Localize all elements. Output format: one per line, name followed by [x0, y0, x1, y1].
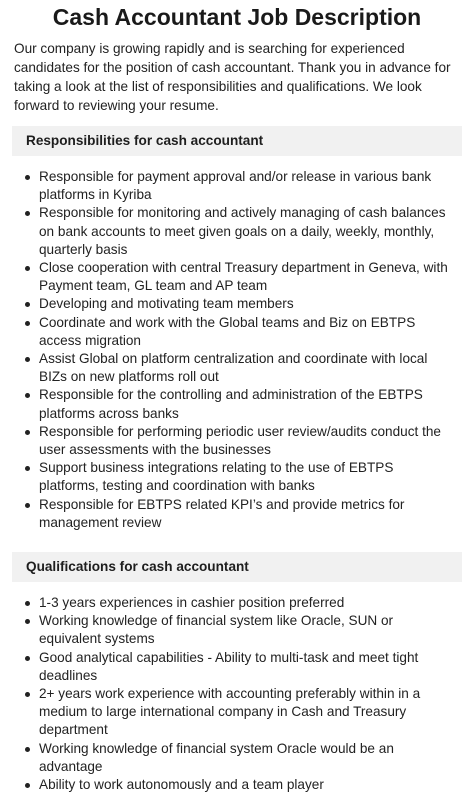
list-item-text: Responsible for the controlling and administration of the EBTPS platforms across banks	[39, 387, 423, 421]
list-item-text: Coordinate and work with the Global teams and Biz on EBTPS access migration	[39, 314, 416, 348]
list-item	[12, 496, 462, 532]
list-item	[12, 386, 462, 422]
list-item	[12, 776, 462, 794]
list-item-text: Good analytical capabilities - Ability to multi-task and meet tight deadlines	[39, 649, 419, 683]
bullet-icon	[25, 430, 30, 435]
list-item	[12, 459, 462, 495]
responsibilities-list	[12, 168, 462, 532]
list-item-text: Ability to work autonomously and a team player	[39, 777, 324, 793]
list-item-text: Assist Global on platform centralization and coordinate with local BIZs on new platforms roll out	[39, 351, 428, 385]
list-item-text: Responsible for performing periodic user review/audits conduct the user assessments with the businesses	[39, 423, 441, 458]
bullet-icon	[25, 357, 30, 362]
list-item	[12, 423, 462, 459]
list-item-text: Responsible for EBTPS related KPI’s and provide metrics for management review	[39, 496, 405, 530]
list-item	[12, 350, 462, 386]
bullet-icon	[25, 211, 30, 216]
list-item	[12, 168, 462, 204]
qualifications-list	[12, 594, 462, 794]
list-item-text: Working knowledge of financial system like Oracle, SUN or equivalent systems	[39, 613, 394, 647]
intro-paragraph: Our company is growing rapidly and is searching for experienced candidates for the position of cash accountant. Thank you in advance for taking a look at the list of responsibilities and qualifications. We look forward to reviewing your resume.	[14, 41, 451, 113]
bullet-icon	[25, 466, 30, 471]
bullet-icon	[25, 747, 30, 752]
list-item-text: Close cooperation with central Treasury department in Geneva, with Payment team, GL team and AP team	[39, 260, 448, 294]
list-item-text: 1-3 years experiences in cashier position preferred	[39, 595, 345, 611]
page-title: Cash Accountant Job Description	[52, 4, 422, 30]
list-item	[12, 740, 462, 776]
bullet-icon	[25, 302, 30, 307]
responsibilities-heading: Responsibilities for cash accountant	[12, 126, 462, 156]
list-item-text: Working knowledge of financial system Oracle would be an advantage	[39, 740, 394, 774]
list-item	[12, 685, 462, 740]
list-item	[12, 649, 462, 685]
qualifications-heading: Qualifications for cash accountant	[12, 552, 462, 582]
list-item-text: 2+ years work experience with accounting preferably within in a medium to large international company in Cash and Treasury department	[39, 686, 421, 738]
list-item-text: Support business integrations relating to the use of EBTPS platforms, testing and coordination with banks	[39, 460, 394, 494]
list-item-text: Responsible for monitoring and actively managing of cash balances on bank accounts to meet given goals on a daily, weekly, monthly, quarterly basis	[39, 205, 446, 257]
bullet-icon	[25, 783, 30, 788]
bullet-icon	[25, 601, 30, 606]
bullet-icon	[25, 503, 30, 508]
list-item-text: Developing and motivating team members	[39, 296, 294, 312]
bullet-icon	[25, 175, 30, 180]
bullet-icon	[25, 393, 30, 398]
list-item-text: Responsible for payment approval and/or release in various bank platforms in Kyriba	[39, 169, 432, 203]
bullet-icon	[25, 656, 30, 661]
list-item	[12, 612, 462, 648]
list-item	[12, 259, 462, 295]
list-item	[12, 295, 462, 313]
list-item	[12, 314, 462, 350]
bullet-icon	[25, 266, 30, 271]
bullet-icon	[25, 321, 30, 326]
list-item	[12, 594, 462, 612]
bullet-icon	[25, 619, 30, 624]
list-item	[12, 204, 462, 259]
